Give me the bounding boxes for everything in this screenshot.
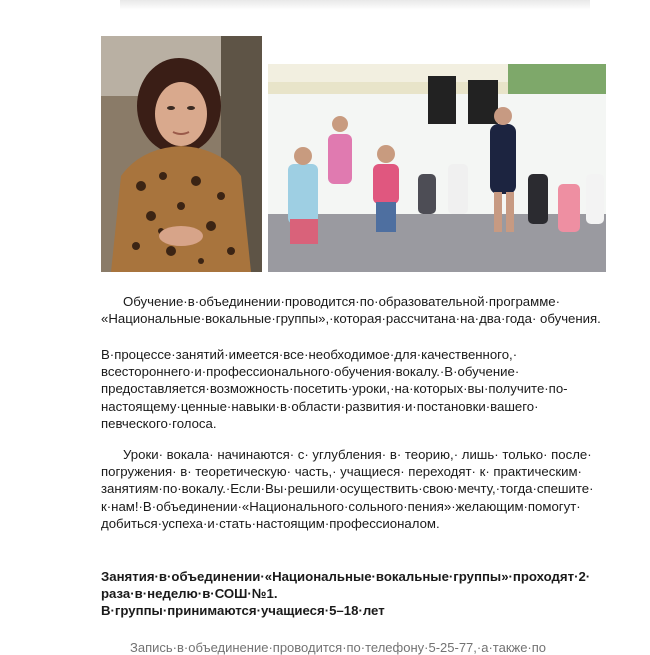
schedule-info: Занятия·в·объединении·«Национальные·вокальные·группы»·проходят·2· раза·в·неделю·в·СОШ·№1.: [101, 569, 591, 602]
performance-photo: [268, 64, 606, 272]
paragraph-program-intro: Обучение·в·объединении·проводится·по·образовательной·программе· «Национальные·вокальные·группы»,·которая·рассчитана·на·два·года· обучения.: [101, 294, 601, 327]
paragraph-lessons-description: Уроки· вокала· начинаются· с· углубления· в· теорию,· лишь· только· после· погружения· в· теоретическую· часть,· учащиеся· переходят· к· практическим· занятиям·по·вокалу.·Если·Вы·решили·осуществить·свою·мечту,·тогда·спешите· к·нам!·В·объединении·«Национального·сольного·пения»·желающим·помогут· добиться·успеха·и·стать·настоящим·профессионалом.: [101, 447, 594, 531]
paragraph-training-description: В·процессе·занятий·имеется·все·необходимое·для·качественного,· всестороннего·и·профессионального·обучения·вокалу.·В·обучение· предоставляется·возможность·посетить·уроки,·на·которых·вы·получите·по- настоящему·ценные·навыки·в·области·развития·и·постановки·вашего· певческого·голоса.: [101, 347, 568, 431]
cropped-header-line: [120, 0, 590, 10]
teacher-portrait-photo: [101, 36, 262, 272]
enrollment-info-cut: Запись·в·объединение·проводится·по·телефону·5-25-77,·а·также·по: [130, 640, 547, 655]
age-info: В·группы·принимаются·учащиеся·5–18·лет: [101, 603, 385, 618]
